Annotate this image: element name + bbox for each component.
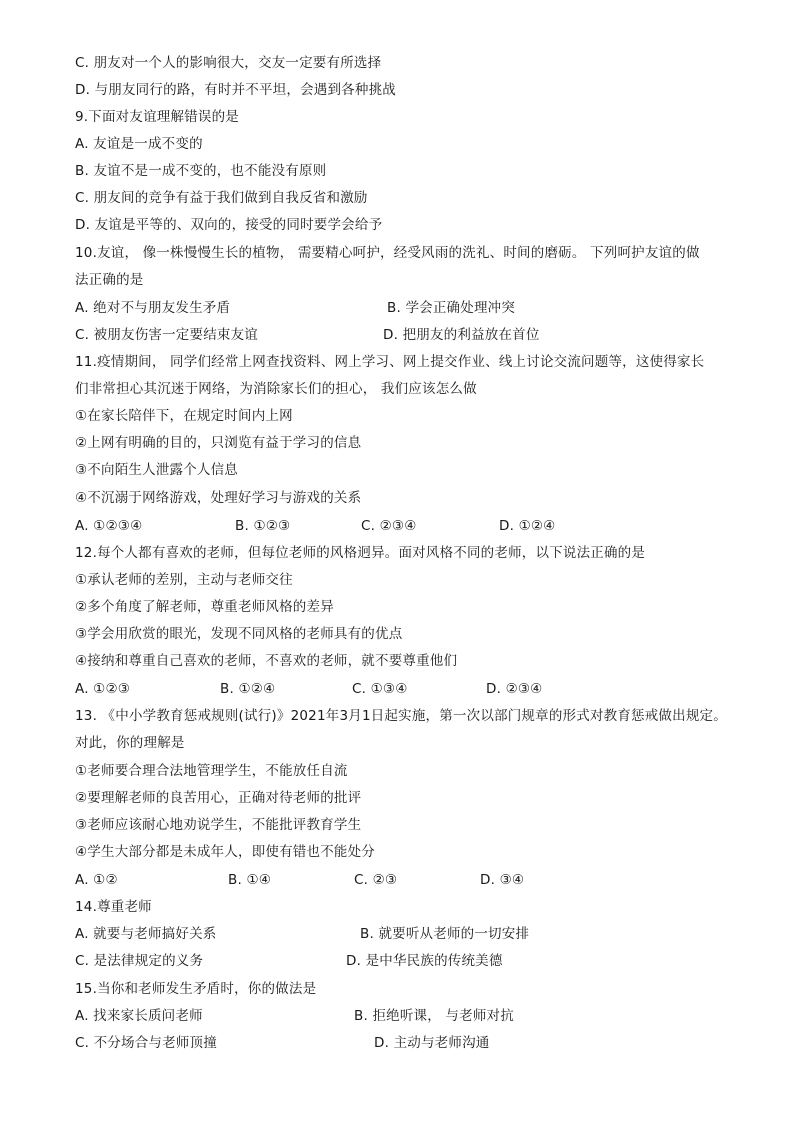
question-9-option-d: D. 友谊是平等的、双向的，接受的同时要学会给予: [75, 217, 383, 233]
question-11-statement-3: ③不向陌生人泄露个人信息: [75, 462, 239, 478]
question-13-stem-line1: 13. 《中小学教育惩戒规则(试行)》2021年3月1日起实施，第一次以部门规章的形式对教育惩戒做出规定。: [75, 708, 727, 724]
question-12-option-d: D. ②③④: [486, 681, 543, 697]
question-12-option-a: A. ①②③: [75, 681, 131, 697]
question-12-option-c: C. ①③④: [352, 681, 408, 697]
option-c-prev: C. 朋友对一个人的影响很大，交友一定要有所选择: [75, 55, 382, 71]
question-12-statement-1: ①承认老师的差别，主动与老师交往: [75, 572, 293, 588]
question-10-stem-line2: 法正确的是: [75, 272, 144, 288]
question-11-stem-line1: 11.疫情期间， 同学们经常上网查找资料、网上学习、网上提交作业、线上讨论交流问题等，这使得家长: [75, 354, 705, 370]
question-11-option-a: A. ①②③④: [75, 518, 143, 534]
question-14-option-c: C. 是法律规定的义务: [75, 953, 204, 969]
question-12-statement-3: ③学会用欣赏的眼光，发现不同风格的老师具有的优点: [75, 626, 403, 642]
question-15-stem: 15.当你和老师发生矛盾时，你的做法是: [75, 981, 317, 997]
option-d-prev: D. 与朋友同行的路，有时并不平坦，会遇到各种挑战: [75, 82, 396, 98]
question-15-option-d: D. 主动与老师沟通: [374, 1035, 490, 1051]
question-14-option-a: A. 就要与老师搞好关系: [75, 926, 217, 942]
question-15-option-c: C. 不分场合与老师顶撞: [75, 1035, 217, 1051]
question-13-statement-1: ①老师要合理合法地管理学生，不能放任自流: [75, 763, 348, 779]
question-9-option-b: B. 友谊不是一成不变的，也不能没有原则: [75, 163, 327, 179]
question-13-stem-line2: 对此，你的理解是: [75, 735, 185, 751]
question-13-option-d: D. ③④: [480, 872, 525, 888]
question-9-stem: 9.下面对友谊理解错误的是: [75, 109, 239, 125]
question-15-option-a: A. 找来家长质问老师: [75, 1008, 203, 1024]
question-10-option-c: C. 被朋友伤害一定要结束友谊: [75, 327, 259, 343]
question-13-option-b: B. ①④: [228, 872, 272, 888]
question-12-stem: 12.每个人都有喜欢的老师，但每位老师的风格迥异。面对风格不同的老师，以下说法正确的是: [75, 545, 646, 561]
question-9-option-c: C. 朋友间的竞争有益于我们做到自我反省和激励: [75, 190, 368, 206]
question-10-option-d: D. 把朋友的利益放在首位: [383, 327, 540, 343]
question-11-option-b: B. ①②③: [235, 518, 291, 534]
question-12-statement-4: ④接纳和尊重自己喜欢的老师，不喜欢的老师，就不要尊重他们: [75, 653, 458, 669]
question-12-statement-2: ②多个角度了解老师，尊重老师风格的差异: [75, 599, 334, 615]
question-15-option-b: B. 拒绝听课， 与老师对抗: [354, 1008, 514, 1024]
question-13-option-a: A. ①②: [75, 872, 118, 888]
question-12-option-b: B. ①②④: [220, 681, 276, 697]
question-13-statement-4: ④学生大部分都是未成年人，即使有错也不能处分: [75, 844, 376, 860]
question-10-stem-line1: 10.友谊， 像一株慢慢生长的植物， 需要精心呵护，经受风雨的洗礼、时间的磨砺。 下列呵护友谊的做: [75, 245, 700, 261]
question-13-statement-2: ②要理解老师的良苦用心，正确对待老师的批评: [75, 790, 362, 806]
question-10-option-a: A. 绝对不与朋友发生矛盾: [75, 300, 231, 316]
question-14-stem: 14.尊重老师: [75, 899, 152, 915]
question-10-option-b: B. 学会正确处理冲突: [387, 300, 516, 316]
question-9-option-a: A. 友谊是一成不变的: [75, 136, 203, 152]
question-11-statement-1: ①在家长陪伴下，在规定时间内上网: [75, 408, 293, 424]
question-11-stem-line2: 们非常担心其沉迷于网络，为消除家长们的担心， 我们应该怎么做: [75, 381, 477, 397]
question-13-statement-3: ③老师应该耐心地劝说学生，不能批评教育学生: [75, 817, 362, 833]
question-11-option-d: D. ①②④: [499, 518, 556, 534]
question-11-statement-2: ②上网有明确的目的，只浏览有益于学习的信息: [75, 435, 362, 451]
question-11-statement-4: ④不沉溺于网络游戏，处理好学习与游戏的关系: [75, 490, 362, 506]
question-14-option-d: D. 是中华民族的传统美德: [346, 953, 503, 969]
question-11-option-c: C. ②③④: [361, 518, 417, 534]
question-13-option-c: C. ②③: [354, 872, 398, 888]
question-14-option-b: B. 就要听从老师的一切安排: [360, 926, 530, 942]
